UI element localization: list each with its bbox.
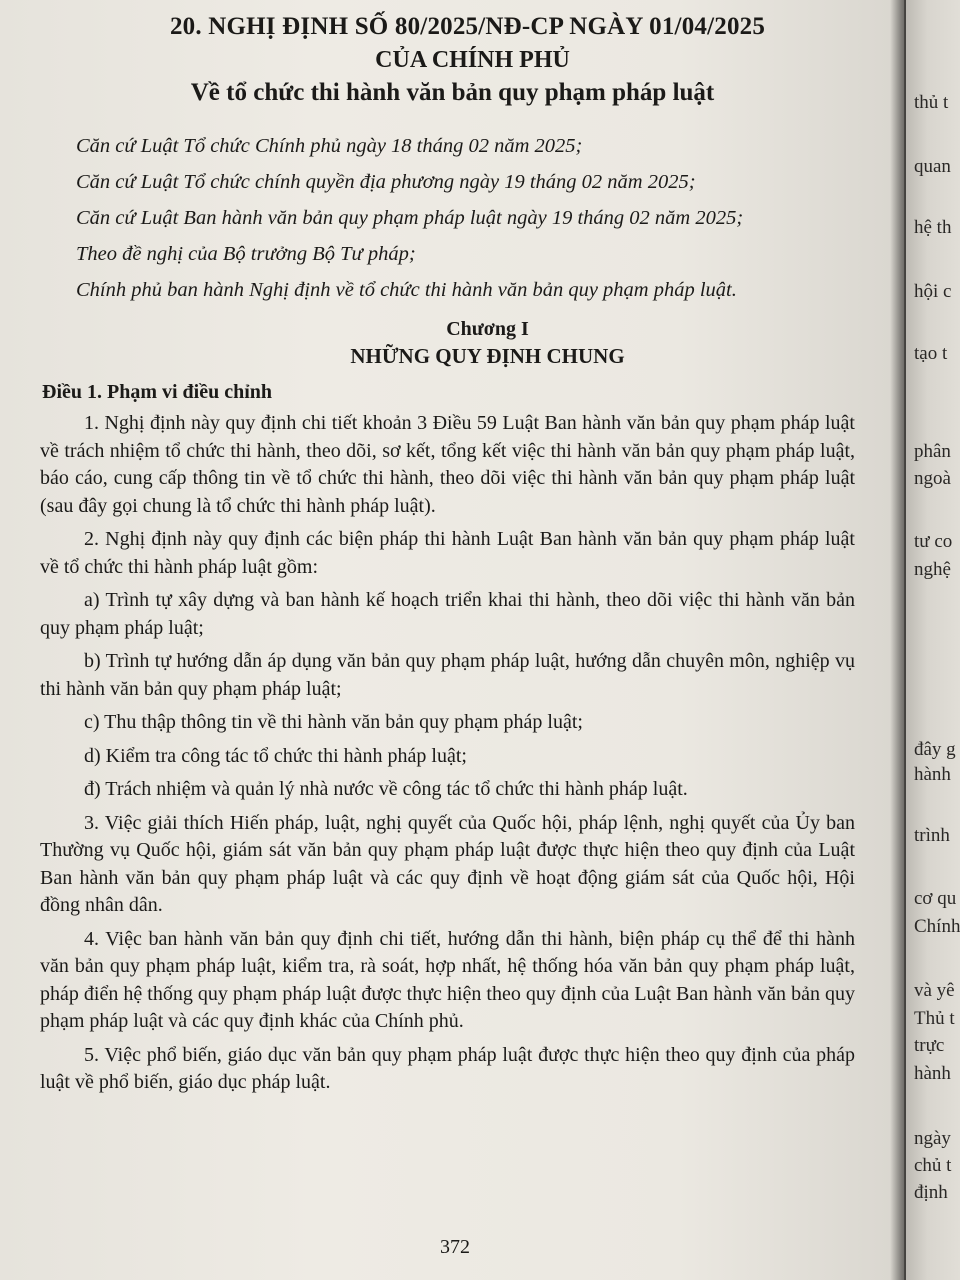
article-paragraph: b) Trình tự hướng dẫn áp dụng văn bản quy phạm pháp luật, hướng dẫn chuyên môn, nghiệp vụ thi hành văn bản quy phạm pháp luật; [40, 650, 855, 700]
facing-page-fragment: ngoà [914, 468, 951, 489]
chapter-number: Chương I [446, 318, 529, 340]
basis-line: Căn cứ Luật Tổ chức Chính phủ ngày 18 tháng 02 năm 2025; [76, 135, 583, 157]
facing-page-fragment: tư co [914, 531, 953, 552]
article-paragraph: đ) Trách nhiệm và quản lý nhà nước về công tác tổ chức thi hành pháp luật. [84, 778, 688, 800]
chapter-name: NHỮNG QUY ĐỊNH CHUNG [350, 344, 625, 368]
article-paragraph: 1. Nghị định này quy định chi tiết khoản 3 Điều 59 Luật Ban hành văn bản quy phạm pháp luật về trách nhiệm tổ chức thi hành, theo dõi, sơ kết, tổng kết việc thi hành văn bản quy phạm pháp luật, báo cáo, cung cấp thông tin về tổ chức thi hành, theo dõi việc thi hành văn bản quy phạm pháp luật (sau đây gọi chung là tổ chức thi hành pháp luật). [40, 412, 855, 517]
chapter-heading [120, 316, 855, 370]
article-paragraph: 2. Nghị định này quy định các biện pháp thi hành Luật Ban hành văn bản quy phạm pháp luật về tổ chức thi hành pháp luật gồm: [40, 528, 855, 578]
facing-page-fragment: tạo t [914, 343, 948, 364]
facing-page-fragment: trình [914, 825, 950, 846]
article-paragraph: 4. Việc ban hành văn bản quy định chi tiết, hướng dẫn thi hành, biện pháp cụ thể để thi hành văn bản quy phạm pháp luật, kiểm tra, rà soát, hợp nhất, hệ thống hóa văn bản quy phạm pháp luật, pháp điển hệ thống quy phạm pháp luật được thực hiện theo quy định của Luật Ban hành văn bản quy phạm pháp luật và các quy định khác của Chính phủ. [40, 927, 855, 1032]
decree-issuer: CỦA CHÍNH PHỦ [375, 47, 570, 73]
facing-page-fragment: hệ th [914, 217, 952, 238]
article-paragraph: 3. Việc giải thích Hiến pháp, luật, nghị quyết của Quốc hội, pháp lệnh, nghị quyết của Ủy ban Thường vụ Quốc hội, giám sát văn bản quy phạm pháp luật được thực hiện theo quy định của Luật Ban hành văn bản quy phạm pháp luật và các quy định về hoạt động giám sát của Quốc hội, Hội đồng nhân dân. [40, 811, 855, 916]
page-number: 372 [440, 1236, 470, 1258]
facing-page-fragment: đây g [914, 739, 956, 760]
article-paragraph: 5. Việc phổ biến, giáo dục văn bản quy phạm pháp luật được thực hiện theo quy định của pháp luật về phổ biến, giáo dục pháp luật. [40, 1043, 855, 1093]
facing-page-fragment: hành [914, 764, 951, 785]
article-paragraph: d) Kiểm tra công tác tổ chức thi hành pháp luật; [84, 744, 467, 767]
article-paragraph: a) Trình tự xây dựng và ban hành kế hoạch triển khai thi hành, theo dõi việc thi hành văn bản quy phạm pháp luật; [40, 589, 855, 639]
facing-page-fragment: nghệ [914, 559, 951, 580]
facing-page-fragment: hội c [914, 281, 952, 302]
article-heading: Điều 1. Phạm vi điều chỉnh [42, 381, 273, 403]
basis-line: Căn cứ Luật Tổ chức chính quyền địa phương ngày 19 tháng 02 năm 2025; [76, 171, 696, 193]
article-paragraph: c) Thu thập thông tin về thi hành văn bản quy phạm pháp luật; [84, 711, 583, 733]
facing-page-fragment: quan [914, 156, 951, 177]
facing-page-fragment: trực [914, 1035, 945, 1056]
decree-title: 20. NGHỊ ĐỊNH SỐ 80/2025/NĐ-CP NGÀY 01/04/2025 [169, 13, 766, 40]
facing-page-edge [906, 0, 960, 1280]
page-content [40, 10, 855, 1097]
facing-page-fragment: Chính [914, 916, 960, 937]
decree-subject: Về tổ chức thi hành văn bản quy phạm pháp luật [190, 79, 715, 106]
facing-page-fragment: phân [914, 441, 951, 462]
basis-line: Chính phủ ban hành Nghị định về tổ chức thi hành văn bản quy phạm pháp luật. [76, 279, 737, 301]
facing-page-fragment: cơ qu [914, 888, 957, 909]
facing-page-fragment: chủ t [914, 1155, 952, 1176]
facing-page-fragment: và yê [914, 980, 955, 1001]
basis-line: Căn cứ Luật Ban hành văn bản quy phạm pháp luật ngày 19 tháng 02 năm 2025; [76, 207, 744, 229]
basis-line: Theo đề nghị của Bộ trưởng Bộ Tư pháp; [76, 243, 416, 265]
facing-page-fragment: thủ t [914, 92, 949, 113]
facing-page-fragment: ngày [914, 1128, 951, 1149]
facing-page-fragment: Thủ t [914, 1008, 955, 1029]
facing-page-fragment: định [914, 1182, 948, 1203]
legal-basis [40, 128, 855, 308]
facing-page-fragment: hành [914, 1063, 951, 1084]
